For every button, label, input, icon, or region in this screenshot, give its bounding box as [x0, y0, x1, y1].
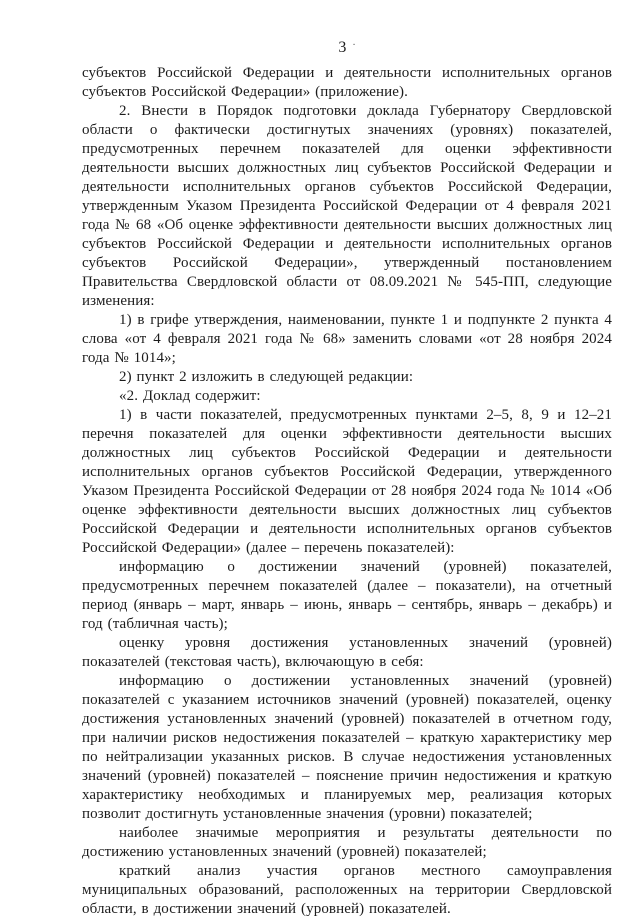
page-number: 3	[338, 39, 347, 56]
paragraph-municipal-analysis: краткий анализ участия органов местного самоуправления муниципальных образований, расположенных на территории Свердловской области, в достижении значений (уровней) показателей.	[82, 863, 612, 917]
scan-artifact-mark: ·	[352, 40, 356, 51]
page-header	[82, 36, 612, 57]
paragraph-info-values: информацию о достижении значений (уровней) показателей, предусмотренных перечнем показателей (далее – показатели), на отчетный период (январь – март, январь – июнь, январь – сентябрь, январь – декабрь) и год (табличная часть);	[82, 559, 612, 632]
paragraph-quoted-subitem-1: 1) в части показателей, предусмотренных пунктами 2–5, 8, 9 и 12–21 перечня показателей для оценки эффективности деятельности высших должностных лиц субъектов Российской Федерации и деятельности исполнительных органов субъектов Российской Федерации, утвержденного Указом Президента Российской Федерации от 28 ноября 2024 года № 1014 «Об оценке эффективности деятельности высших должностных лиц субъектов Российской Федерации и деятельности исполнительных органов субъектов Российской Федерации» (далее – перечень показателей):	[82, 407, 612, 556]
document-body	[82, 64, 612, 919]
paragraph-info-achievement: информацию о достижении установленных значений (уровней) показателей с указанием источников значений (уровней) показателей, оценку достижения установленных значений (уровней) показателей в отчетном году, при наличии рисков недостижения показателей – краткую характеристику мер по нейтрализации указанных рисков. В случае недостижения установленных значений (уровней) показателей – пояснение причин недостижения и краткую характеристику необходимых и планируемых мер, реализация которых позволит достигнуть установленные значения (уровни) показателей;	[82, 673, 612, 822]
paragraph-subitem-2: 2) пункт 2 изложить в следующей редакции:	[119, 369, 414, 385]
paragraph-item-2: 2. Внести в Порядок подготовки доклада Губернатору Свердловской области о фактически достигнутых значениях (уровнях) показателей, предусмотренных перечнем показателей для оценки эффективности деятельности высших должностных лиц субъектов Российской Федерации и деятельности исполнительных органов субъектов Российской Федерации, утвержденным Указом Президента Российской Федерации от 4 февраля 2021 года № 68 «Об оценке эффективности деятельности высших должностных лиц субъектов Российской Федерации и деятельности исполнительных органов субъектов Российской Федерации», утвержденный постановлением Правительства Свердловской области от 08.09.2021 № 545-ПП, следующие изменения:	[82, 103, 612, 309]
paragraph-significant-events: наиболее значимые мероприятия и результаты деятельности по достижению установленных значений (уровней) показателей;	[82, 825, 612, 860]
paragraph-subitem-1: 1) в грифе утверждения, наименовании, пункте 1 и подпункте 2 пункта 4 слова «от 4 февраля 2021 года № 68» заменить словами «от 28 ноября 2024 года № 1014»;	[82, 312, 612, 366]
paragraph-quote-start: «2. Доклад содержит:	[119, 388, 261, 404]
paragraph-assessment: оценку уровня достижения установленных значений (уровней) показателей (текстовая часть), включающую в себя:	[82, 635, 612, 670]
paragraph-continuation: субъектов Российской Федерации и деятельности исполнительных органов субъектов Российской Федерации» (приложение).	[82, 65, 612, 100]
